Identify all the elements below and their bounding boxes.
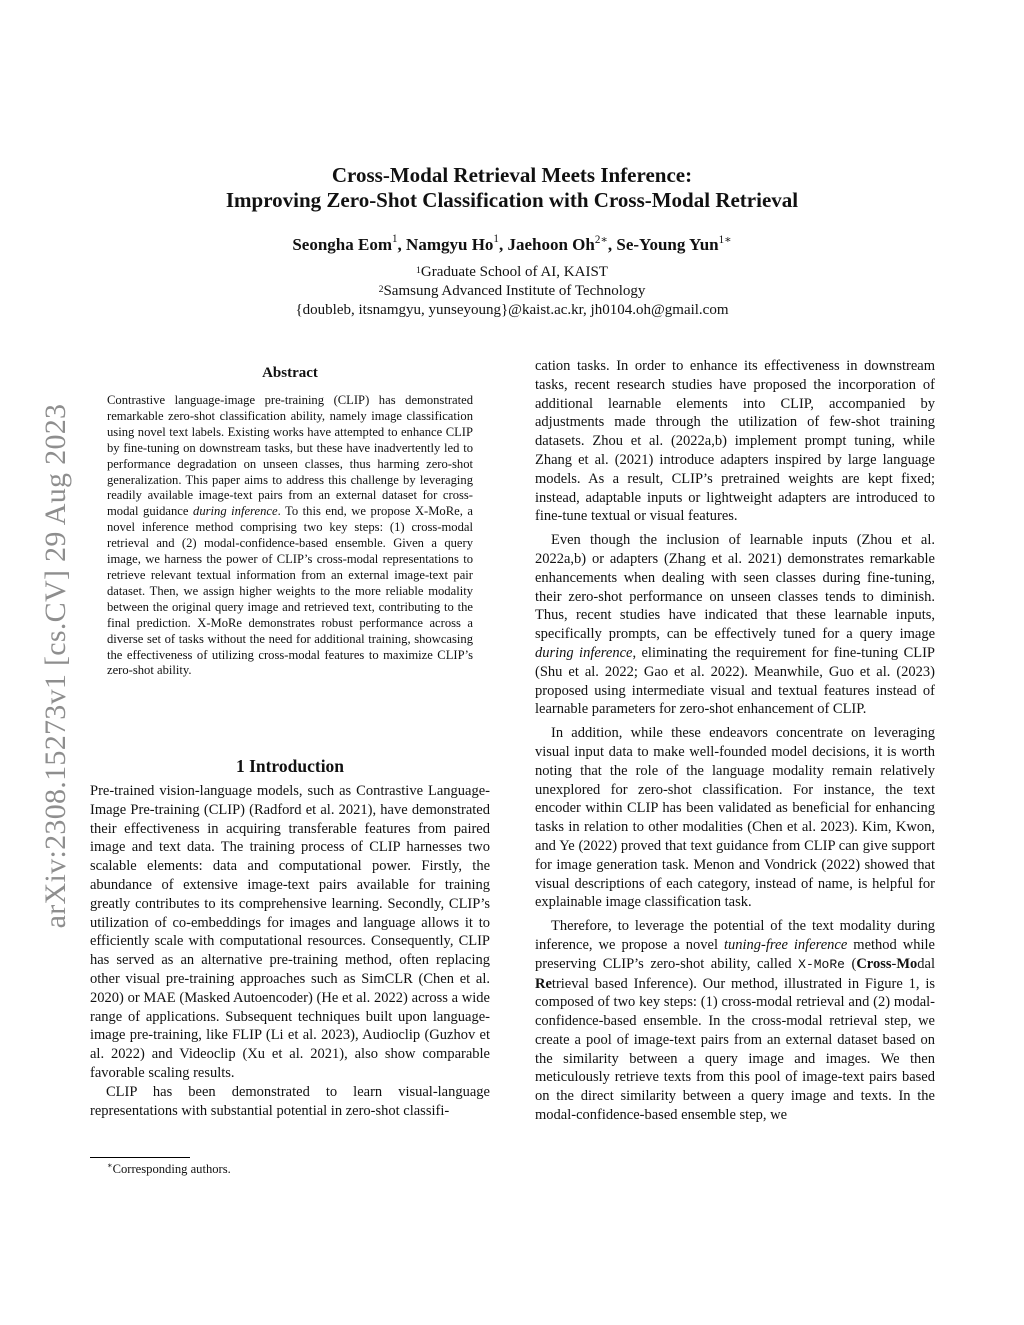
abstract-heading: Abstract	[262, 365, 318, 381]
author-emails: {doubleb, itsnamgyu, yunseyoung}@kaist.ac.kr, jh0104.oh@gmail.com	[295, 302, 729, 318]
affiliation-1: $^1$Graduate School of AI, KAIST	[416, 264, 608, 280]
paper-title	[0, 163, 1024, 213]
introduction-right-column	[535, 357, 935, 1125]
author-name: Se-Young Yun	[616, 235, 719, 254]
arxiv-identifier: arXiv:2308.15273v1 [cs.CV] 29 Aug 2023	[39, 403, 72, 929]
title-line-2: Improving Zero-Shot Classification with Cross-Modal Retrieval	[225, 188, 799, 212]
paragraph: Even though the inclusion of learnable inputs (Zhou et al. 2022a,b) or adapters (Zhang et al. 2021) demonstrates remarkable enhancements when dealing with seen classes during fine-tuning, their zero-shot performance on unseen classes tends to diminish. Thus, recent studies have indicated that these learnable inputs, specifically prompts, can be effectively tuned for a query image during inference, eliminating the requirement for fine-tuning CLIP (Shu et al. 2022; Gao et al. 2022). Meanwhile, Guo et al. (2023) proposed using intermediate visual and textual features instead of learnable parameters for zero-shot enhancement of CLIP.	[535, 532, 935, 718]
paragraph: cation tasks. In order to enhance its effectiveness in downstream tasks, recent research studies have proposed the incorporation of additional learnable elements into CLIP, accompanied by adjustments made through the utilization of few-shot training datasets. Zhou et al. (2022a,b) implement prompt tuning, while Zhang et al. (2021) introduce adapters inspired by large language models. As a result, CLIP’s pretrained weights are kept fixed; instead, adaptable inputs or lightweight adapters are introduced to fine-tune textual or visual features.	[535, 358, 935, 525]
author-name: Namgyu Ho	[406, 235, 494, 254]
author-name: Seongha Eom	[292, 235, 393, 254]
paragraph: Pre-trained vision-language models, such as Contrastive Language-Image Pre-training (CLIP) (Radford et al. 2021), have demonstrated their effectiveness in acquiring transferable features from paired image and text data. The training process of CLIP harnesses two scalable elements: data and computational power. Firstly, the abundance of extensive image-text pairs available for training greatly contributes to its comprehensive learning. Secondly, CLIP’s utilization of co-embeddings for images and language allows it to efficiently scale with computational resources. Consequently, CLIP has served as an alternative pre-training method, often replacing other visual pre-training approaches such as SimCLR (Chen et al. 2020) or MAE (Masked Autoencoder) (He et al. 2022) across a wide range of applications. Subsequent techniques built upon language-image pre-training, like FLIP (Li et al. 2023), Audioclip (Guzhov et al. 2022) and Videoclip (Xu et al. 2021), also show comparable favorable scaling results.	[90, 783, 490, 1081]
section-heading-introduction: 1 Introduction	[235, 756, 345, 776]
affiliations	[0, 263, 1024, 320]
footnote: ∗Corresponding authors.	[107, 1161, 231, 1176]
author-mark: 1∗	[718, 234, 732, 246]
author-mark: 1	[493, 233, 499, 245]
paragraph: Therefore, to leverage the potential of the text modality during inference, we propose a novel tuning-free inference method while preserving CLIP’s zero-shot ability, called X-MoRe (Cross-Modal Retrieval based Inference). Our method, illustrated in Figure 1, is composed of two key steps: (1) cross-modal retrieval and (2) modal-confidence-based ensemble. In the cross-modal retrieval step, we create a pool of image-text pairs from an external dataset based on the similarity between a query image and images. We then meticulously retrieve texts from this pool of image-text pairs based on the direct similarity between a query image and texts. In the modal-confidence-based ensemble step, we	[535, 918, 935, 1124]
author-name: Jaehoon Oh	[507, 235, 595, 254]
paragraph: In addition, while these endeavors concentrate on leveraging visual input data to make well-founded model decisions, it is worth noting that the role of the language modality remain relatively unexplored for zero-shot classification. For instance, the text encoder within CLIP has been validated as beneficial for enhancing tasks in relation to other modalities (Chen et al. 2023). Kim, Kwon, and Ye (2022) proved that text guidance from CLIP can give support for image generation task. Menon and Vondrick (2022) showed that visual descriptions of each category, instead of name, is helpful for explainable image classification task.	[535, 725, 935, 911]
footnote-rule	[90, 1157, 190, 1158]
author-mark: 2∗	[594, 234, 608, 246]
abstract-body: Contrastive language-image pre-training (CLIP) has demonstrated remarkable zero-shot classification ability, namely image classification using novel text labels. Existing works have attempted to enhance CLIP by fine-tuning on downstream tasks, but these have inadvertently led to performance degradation on unseen classes, thus harming zero-shot generalization. This paper aims to address this challenge by leveraging readily available image-text pairs from an external dataset for cross-modal guidance during inference. To this end, we propose X-MoRe, a novel inference method comprising two key steps: (1) cross-modal retrieval and (2) modal-confidence-based ensemble. Given a query image, we harness the power of CLIP’s cross-modal representations to retrieve relevant textual information from an external image-text pair dataset. Then, we assign higher weights to the more reliable modality between the original query image and retrieved text, contributing to the final prediction. X-MoRe demonstrates robust performance across a diverse set of tasks without the need for additional training, showcasing the effectiveness of utilizing cross-modal features to maximize CLIP’s zero-shot ability.	[107, 393, 474, 678]
author-list: Seongha Eom$^1$, Namgyu Ho$^1$, Jaehoon $Oh^{2∗}$, Se-Young Yun$^{1∗}$	[292, 233, 732, 254]
introduction-left-column	[90, 782, 490, 1120]
paragraph: CLIP has been demonstrated to learn visual-language representations with substantial potential in zero-shot classifi-	[90, 1083, 490, 1119]
title-line-1: Cross-Modal Retrieval Meets Inference:	[331, 163, 693, 187]
author-mark: 1	[392, 233, 398, 245]
affiliation-2: $^2$Samsung Advanced Institute of Technology	[378, 283, 646, 299]
